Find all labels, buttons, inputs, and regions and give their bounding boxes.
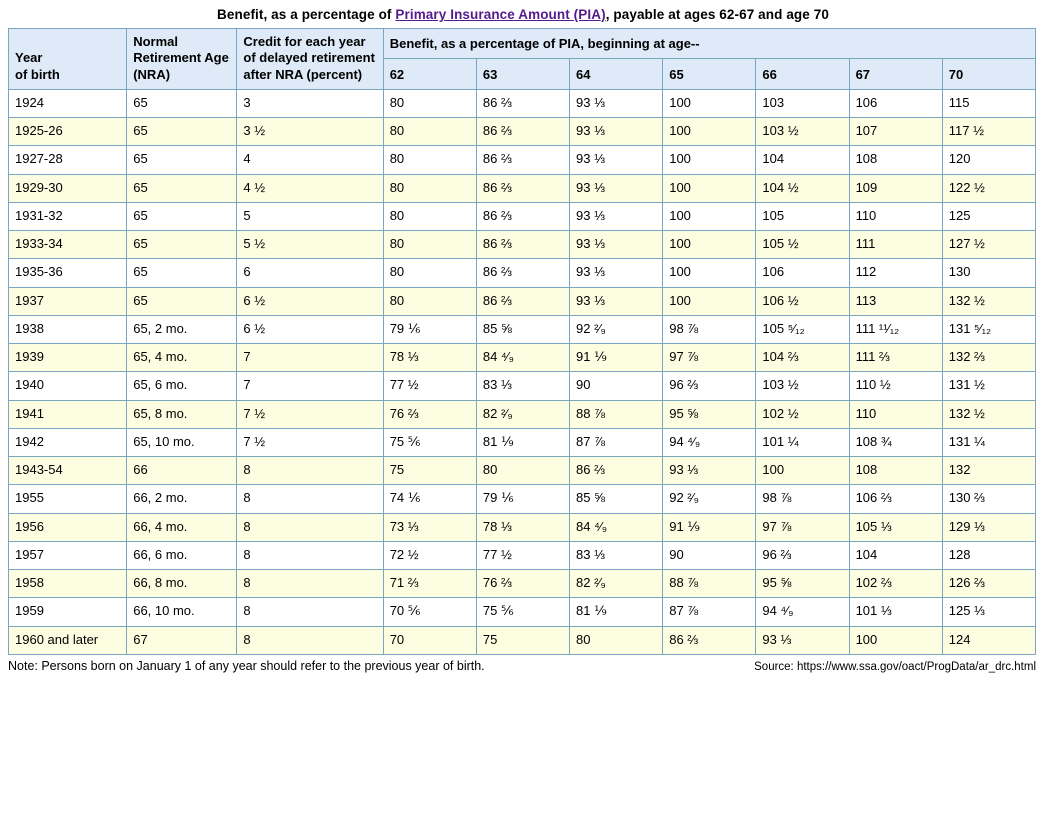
table-body bbox=[9, 89, 1036, 654]
cell-benefit-age-67: 112 bbox=[849, 259, 942, 287]
cell-nra: 66, 4 mo. bbox=[127, 513, 237, 541]
cell-credit: 6 ½ bbox=[237, 287, 383, 315]
table-row bbox=[9, 428, 1036, 456]
table-row bbox=[9, 570, 1036, 598]
cell-benefit-age-65: 96 ⅔ bbox=[663, 372, 756, 400]
cell-benefit-age-66: 93 ⅓ bbox=[756, 626, 849, 654]
cell-credit: 5 bbox=[237, 202, 383, 230]
cell-benefit-age-65: 100 bbox=[663, 146, 756, 174]
table-row bbox=[9, 513, 1036, 541]
cell-benefit-age-62: 80 bbox=[383, 89, 476, 117]
table-row bbox=[9, 485, 1036, 513]
cell-benefit-age-65: 95 ⅝ bbox=[663, 400, 756, 428]
table-row bbox=[9, 626, 1036, 654]
cell-benefit-age-62: 80 bbox=[383, 174, 476, 202]
cell-nra: 66, 6 mo. bbox=[127, 541, 237, 569]
cell-credit: 8 bbox=[237, 598, 383, 626]
cell-benefit-age-67: 110 bbox=[849, 400, 942, 428]
cell-benefit-age-62: 80 bbox=[383, 259, 476, 287]
cell-benefit-age-63: 79 ⅙ bbox=[476, 485, 569, 513]
cell-benefit-age-66: 100 bbox=[756, 457, 849, 485]
cell-year-of-birth: 1942 bbox=[9, 428, 127, 456]
cell-year-of-birth: 1939 bbox=[9, 344, 127, 372]
cell-credit: 7 bbox=[237, 372, 383, 400]
cell-credit: 6 bbox=[237, 259, 383, 287]
cell-benefit-age-62: 80 bbox=[383, 231, 476, 259]
cell-benefit-age-66: 96 ⅔ bbox=[756, 541, 849, 569]
cell-benefit-age-66: 105 ½ bbox=[756, 231, 849, 259]
cell-benefit-age-70: 127 ½ bbox=[942, 231, 1035, 259]
cell-benefit-age-70: 130 bbox=[942, 259, 1035, 287]
cell-benefit-age-67: 111 bbox=[849, 231, 942, 259]
cell-benefit-age-66: 101 ¼ bbox=[756, 428, 849, 456]
cell-benefit-age-66: 106 bbox=[756, 259, 849, 287]
cell-year-of-birth: 1925-26 bbox=[9, 118, 127, 146]
table-row bbox=[9, 400, 1036, 428]
table-row bbox=[9, 541, 1036, 569]
cell-benefit-age-62: 76 ⅔ bbox=[383, 400, 476, 428]
cell-nra: 65, 8 mo. bbox=[127, 400, 237, 428]
cell-year-of-birth: 1956 bbox=[9, 513, 127, 541]
cell-benefit-age-63: 86 ⅔ bbox=[476, 287, 569, 315]
cell-benefit-age-62: 79 ⅙ bbox=[383, 315, 476, 343]
cell-benefit-age-62: 75 ⅚ bbox=[383, 428, 476, 456]
cell-benefit-age-67: 106 ⅔ bbox=[849, 485, 942, 513]
cell-benefit-age-63: 86 ⅔ bbox=[476, 89, 569, 117]
cell-benefit-age-62: 80 bbox=[383, 146, 476, 174]
cell-credit: 3 bbox=[237, 89, 383, 117]
cell-benefit-age-67: 108 bbox=[849, 457, 942, 485]
cell-nra: 65 bbox=[127, 259, 237, 287]
cell-benefit-age-62: 80 bbox=[383, 118, 476, 146]
cell-benefit-age-62: 80 bbox=[383, 287, 476, 315]
cell-credit: 5 ½ bbox=[237, 231, 383, 259]
cell-nra: 65 bbox=[127, 287, 237, 315]
cell-benefit-age-64: 93 ⅓ bbox=[570, 231, 663, 259]
cell-benefit-age-64: 84 ⁴⁄₉ bbox=[570, 513, 663, 541]
cell-nra: 65, 4 mo. bbox=[127, 344, 237, 372]
cell-benefit-age-70: 131 ¼ bbox=[942, 428, 1035, 456]
cell-year-of-birth: 1938 bbox=[9, 315, 127, 343]
header-credit: Credit for each year of delayed retirement after NRA (percent) bbox=[237, 29, 383, 90]
delayed-retirement-credit-table bbox=[8, 28, 1036, 655]
cell-benefit-age-63: 75 bbox=[476, 626, 569, 654]
cell-credit: 8 bbox=[237, 485, 383, 513]
cell-benefit-age-63: 86 ⅔ bbox=[476, 231, 569, 259]
cell-year-of-birth: 1960 and later bbox=[9, 626, 127, 654]
table-head bbox=[9, 29, 1036, 90]
cell-benefit-age-70: 132 bbox=[942, 457, 1035, 485]
cell-credit: 8 bbox=[237, 626, 383, 654]
header-year-of-birth: Year of birth bbox=[9, 29, 127, 90]
cell-benefit-age-66: 103 ½ bbox=[756, 372, 849, 400]
table-row bbox=[9, 174, 1036, 202]
cell-year-of-birth: 1937 bbox=[9, 287, 127, 315]
cell-benefit-age-67: 107 bbox=[849, 118, 942, 146]
header-age-62: 62 bbox=[383, 59, 476, 89]
cell-nra: 66, 8 mo. bbox=[127, 570, 237, 598]
cell-benefit-age-70: 117 ½ bbox=[942, 118, 1035, 146]
cell-benefit-age-70: 126 ⅔ bbox=[942, 570, 1035, 598]
table-row bbox=[9, 315, 1036, 343]
cell-year-of-birth: 1940 bbox=[9, 372, 127, 400]
cell-benefit-age-64: 93 ⅓ bbox=[570, 287, 663, 315]
cell-benefit-age-66: 97 ⅞ bbox=[756, 513, 849, 541]
cell-benefit-age-70: 132 ½ bbox=[942, 400, 1035, 428]
cell-credit: 8 bbox=[237, 457, 383, 485]
cell-benefit-age-63: 86 ⅔ bbox=[476, 174, 569, 202]
cell-benefit-age-64: 82 ²⁄₉ bbox=[570, 570, 663, 598]
caption-text-before: Benefit, as a percentage of bbox=[217, 7, 396, 22]
table-footnotes bbox=[8, 659, 1036, 673]
cell-credit: 6 ½ bbox=[237, 315, 383, 343]
cell-year-of-birth: 1958 bbox=[9, 570, 127, 598]
cell-benefit-age-64: 83 ⅓ bbox=[570, 541, 663, 569]
cell-benefit-age-62: 73 ⅓ bbox=[383, 513, 476, 541]
cell-year-of-birth: 1931-32 bbox=[9, 202, 127, 230]
cell-benefit-age-66: 104 ½ bbox=[756, 174, 849, 202]
cell-nra: 65 bbox=[127, 89, 237, 117]
cell-benefit-age-63: 86 ⅔ bbox=[476, 146, 569, 174]
cell-nra: 65 bbox=[127, 174, 237, 202]
cell-benefit-age-64: 86 ⅔ bbox=[570, 457, 663, 485]
cell-nra: 66, 10 mo. bbox=[127, 598, 237, 626]
cell-benefit-age-63: 80 bbox=[476, 457, 569, 485]
cell-nra: 66, 2 mo. bbox=[127, 485, 237, 513]
caption-text-after: , payable at ages 62-67 and age 70 bbox=[605, 7, 829, 22]
table-row bbox=[9, 146, 1036, 174]
cell-benefit-age-66: 104 bbox=[756, 146, 849, 174]
cell-benefit-age-67: 110 ½ bbox=[849, 372, 942, 400]
cell-benefit-age-62: 71 ⅔ bbox=[383, 570, 476, 598]
cell-benefit-age-65: 91 ⅑ bbox=[663, 513, 756, 541]
pia-link[interactable]: Primary Insurance Amount (PIA) bbox=[395, 7, 606, 22]
cell-year-of-birth: 1927-28 bbox=[9, 146, 127, 174]
table-row bbox=[9, 118, 1036, 146]
cell-benefit-age-65: 90 bbox=[663, 541, 756, 569]
cell-benefit-age-70: 132 ½ bbox=[942, 287, 1035, 315]
cell-benefit-age-70: 130 ⅔ bbox=[942, 485, 1035, 513]
table-row bbox=[9, 89, 1036, 117]
cell-benefit-age-64: 87 ⅞ bbox=[570, 428, 663, 456]
cell-nra: 67 bbox=[127, 626, 237, 654]
cell-nra: 65 bbox=[127, 202, 237, 230]
source-text: Source: https://www.ssa.gov/oact/ProgData/ar_drc.html bbox=[754, 660, 1036, 673]
cell-benefit-age-63: 85 ⅝ bbox=[476, 315, 569, 343]
cell-benefit-age-67: 100 bbox=[849, 626, 942, 654]
cell-benefit-age-64: 88 ⅞ bbox=[570, 400, 663, 428]
cell-benefit-age-63: 77 ½ bbox=[476, 541, 569, 569]
cell-benefit-age-64: 93 ⅓ bbox=[570, 89, 663, 117]
cell-credit: 4 ½ bbox=[237, 174, 383, 202]
cell-benefit-age-66: 105 ⁵⁄₁₂ bbox=[756, 315, 849, 343]
header-row-group bbox=[9, 29, 1036, 59]
table-row bbox=[9, 231, 1036, 259]
header-age-66: 66 bbox=[756, 59, 849, 89]
cell-benefit-age-65: 100 bbox=[663, 287, 756, 315]
cell-benefit-age-65: 100 bbox=[663, 259, 756, 287]
table-row bbox=[9, 287, 1036, 315]
cell-credit: 3 ½ bbox=[237, 118, 383, 146]
cell-year-of-birth: 1955 bbox=[9, 485, 127, 513]
cell-benefit-age-70: 128 bbox=[942, 541, 1035, 569]
cell-benefit-age-65: 100 bbox=[663, 118, 756, 146]
cell-benefit-age-66: 103 bbox=[756, 89, 849, 117]
header-nra: Normal Retirement Age (NRA) bbox=[127, 29, 237, 90]
cell-benefit-age-64: 92 ²⁄₉ bbox=[570, 315, 663, 343]
cell-benefit-age-66: 98 ⅞ bbox=[756, 485, 849, 513]
cell-benefit-age-67: 108 bbox=[849, 146, 942, 174]
cell-benefit-age-64: 93 ⅓ bbox=[570, 259, 663, 287]
cell-benefit-age-63: 86 ⅔ bbox=[476, 118, 569, 146]
cell-benefit-age-65: 98 ⅞ bbox=[663, 315, 756, 343]
cell-year-of-birth: 1959 bbox=[9, 598, 127, 626]
cell-benefit-age-67: 111 ⅔ bbox=[849, 344, 942, 372]
cell-benefit-age-63: 84 ⁴⁄₉ bbox=[476, 344, 569, 372]
cell-benefit-age-65: 87 ⅞ bbox=[663, 598, 756, 626]
cell-benefit-age-62: 74 ⅙ bbox=[383, 485, 476, 513]
cell-benefit-age-67: 111 ¹¹⁄₁₂ bbox=[849, 315, 942, 343]
cell-benefit-age-65: 88 ⅞ bbox=[663, 570, 756, 598]
cell-benefit-age-65: 100 bbox=[663, 174, 756, 202]
cell-year-of-birth: 1929-30 bbox=[9, 174, 127, 202]
cell-credit: 8 bbox=[237, 570, 383, 598]
cell-benefit-age-67: 113 bbox=[849, 287, 942, 315]
cell-benefit-age-63: 82 ²⁄₉ bbox=[476, 400, 569, 428]
cell-benefit-age-63: 86 ⅔ bbox=[476, 202, 569, 230]
cell-benefit-age-62: 75 bbox=[383, 457, 476, 485]
header-age-70: 70 bbox=[942, 59, 1035, 89]
cell-benefit-age-64: 85 ⅝ bbox=[570, 485, 663, 513]
cell-benefit-age-65: 100 bbox=[663, 89, 756, 117]
cell-benefit-age-63: 76 ⅔ bbox=[476, 570, 569, 598]
cell-benefit-age-70: 129 ⅓ bbox=[942, 513, 1035, 541]
cell-benefit-age-66: 104 ⅔ bbox=[756, 344, 849, 372]
table-caption bbox=[0, 0, 1046, 28]
note-text: Note: Persons born on January 1 of any year should refer to the previous year of birth. bbox=[8, 658, 485, 673]
cell-benefit-age-70: 122 ½ bbox=[942, 174, 1035, 202]
table-row bbox=[9, 344, 1036, 372]
cell-benefit-age-70: 120 bbox=[942, 146, 1035, 174]
cell-benefit-age-67: 110 bbox=[849, 202, 942, 230]
header-age-65: 65 bbox=[663, 59, 756, 89]
cell-benefit-age-66: 95 ⅝ bbox=[756, 570, 849, 598]
cell-year-of-birth: 1935-36 bbox=[9, 259, 127, 287]
cell-nra: 65, 2 mo. bbox=[127, 315, 237, 343]
cell-benefit-age-64: 80 bbox=[570, 626, 663, 654]
cell-benefit-age-64: 93 ⅓ bbox=[570, 174, 663, 202]
table-row bbox=[9, 202, 1036, 230]
cell-benefit-age-67: 106 bbox=[849, 89, 942, 117]
cell-benefit-age-64: 93 ⅓ bbox=[570, 202, 663, 230]
cell-nra: 65 bbox=[127, 118, 237, 146]
cell-benefit-age-66: 105 bbox=[756, 202, 849, 230]
cell-benefit-age-65: 100 bbox=[663, 231, 756, 259]
cell-benefit-age-65: 93 ⅓ bbox=[663, 457, 756, 485]
cell-year-of-birth: 1933-34 bbox=[9, 231, 127, 259]
cell-benefit-age-64: 81 ⅑ bbox=[570, 598, 663, 626]
cell-benefit-age-64: 90 bbox=[570, 372, 663, 400]
header-age-67: 67 bbox=[849, 59, 942, 89]
table-row bbox=[9, 372, 1036, 400]
cell-nra: 65 bbox=[127, 146, 237, 174]
cell-benefit-age-62: 70 bbox=[383, 626, 476, 654]
cell-nra: 65, 10 mo. bbox=[127, 428, 237, 456]
cell-benefit-age-64: 91 ⅑ bbox=[570, 344, 663, 372]
table-row bbox=[9, 598, 1036, 626]
cell-benefit-age-63: 86 ⅔ bbox=[476, 259, 569, 287]
cell-benefit-age-66: 102 ½ bbox=[756, 400, 849, 428]
cell-benefit-age-65: 86 ⅔ bbox=[663, 626, 756, 654]
cell-benefit-age-63: 81 ⅑ bbox=[476, 428, 569, 456]
header-age-64: 64 bbox=[570, 59, 663, 89]
table-row bbox=[9, 259, 1036, 287]
cell-benefit-age-67: 104 bbox=[849, 541, 942, 569]
cell-benefit-age-67: 101 ⅓ bbox=[849, 598, 942, 626]
cell-benefit-age-70: 125 ⅓ bbox=[942, 598, 1035, 626]
cell-credit: 7 ½ bbox=[237, 400, 383, 428]
cell-benefit-age-70: 131 ½ bbox=[942, 372, 1035, 400]
cell-benefit-age-63: 75 ⅚ bbox=[476, 598, 569, 626]
cell-credit: 8 bbox=[237, 541, 383, 569]
cell-benefit-age-66: 106 ½ bbox=[756, 287, 849, 315]
cell-benefit-age-66: 94 ⁴⁄₉ bbox=[756, 598, 849, 626]
cell-benefit-age-62: 72 ½ bbox=[383, 541, 476, 569]
cell-benefit-age-65: 100 bbox=[663, 202, 756, 230]
cell-benefit-age-63: 83 ⅓ bbox=[476, 372, 569, 400]
cell-benefit-age-67: 108 ¾ bbox=[849, 428, 942, 456]
cell-benefit-age-67: 102 ⅔ bbox=[849, 570, 942, 598]
cell-year-of-birth: 1941 bbox=[9, 400, 127, 428]
cell-benefit-age-62: 80 bbox=[383, 202, 476, 230]
cell-nra: 66 bbox=[127, 457, 237, 485]
cell-nra: 65 bbox=[127, 231, 237, 259]
cell-benefit-age-70: 115 bbox=[942, 89, 1035, 117]
cell-nra: 65, 6 mo. bbox=[127, 372, 237, 400]
cell-credit: 4 bbox=[237, 146, 383, 174]
cell-benefit-age-67: 105 ⅓ bbox=[849, 513, 942, 541]
cell-benefit-age-62: 78 ⅓ bbox=[383, 344, 476, 372]
cell-benefit-age-70: 125 bbox=[942, 202, 1035, 230]
cell-benefit-age-63: 78 ⅓ bbox=[476, 513, 569, 541]
cell-benefit-age-70: 131 ⁵⁄₁₂ bbox=[942, 315, 1035, 343]
cell-benefit-age-62: 77 ½ bbox=[383, 372, 476, 400]
cell-credit: 8 bbox=[237, 513, 383, 541]
cell-benefit-age-65: 92 ²⁄₉ bbox=[663, 485, 756, 513]
cell-year-of-birth: 1943-54 bbox=[9, 457, 127, 485]
cell-benefit-age-65: 94 ⁴⁄₉ bbox=[663, 428, 756, 456]
cell-benefit-age-62: 70 ⅚ bbox=[383, 598, 476, 626]
cell-year-of-birth: 1924 bbox=[9, 89, 127, 117]
cell-benefit-age-65: 97 ⅞ bbox=[663, 344, 756, 372]
cell-credit: 7 bbox=[237, 344, 383, 372]
header-age-63: 63 bbox=[476, 59, 569, 89]
table-row bbox=[9, 457, 1036, 485]
cell-benefit-age-64: 93 ⅓ bbox=[570, 146, 663, 174]
cell-benefit-age-70: 132 ⅔ bbox=[942, 344, 1035, 372]
cell-benefit-age-67: 109 bbox=[849, 174, 942, 202]
cell-benefit-age-64: 93 ⅓ bbox=[570, 118, 663, 146]
header-benefit-group: Benefit, as a percentage of PIA, beginning at age-- bbox=[383, 29, 1035, 59]
cell-year-of-birth: 1957 bbox=[9, 541, 127, 569]
cell-benefit-age-70: 124 bbox=[942, 626, 1035, 654]
cell-credit: 7 ½ bbox=[237, 428, 383, 456]
cell-benefit-age-66: 103 ½ bbox=[756, 118, 849, 146]
